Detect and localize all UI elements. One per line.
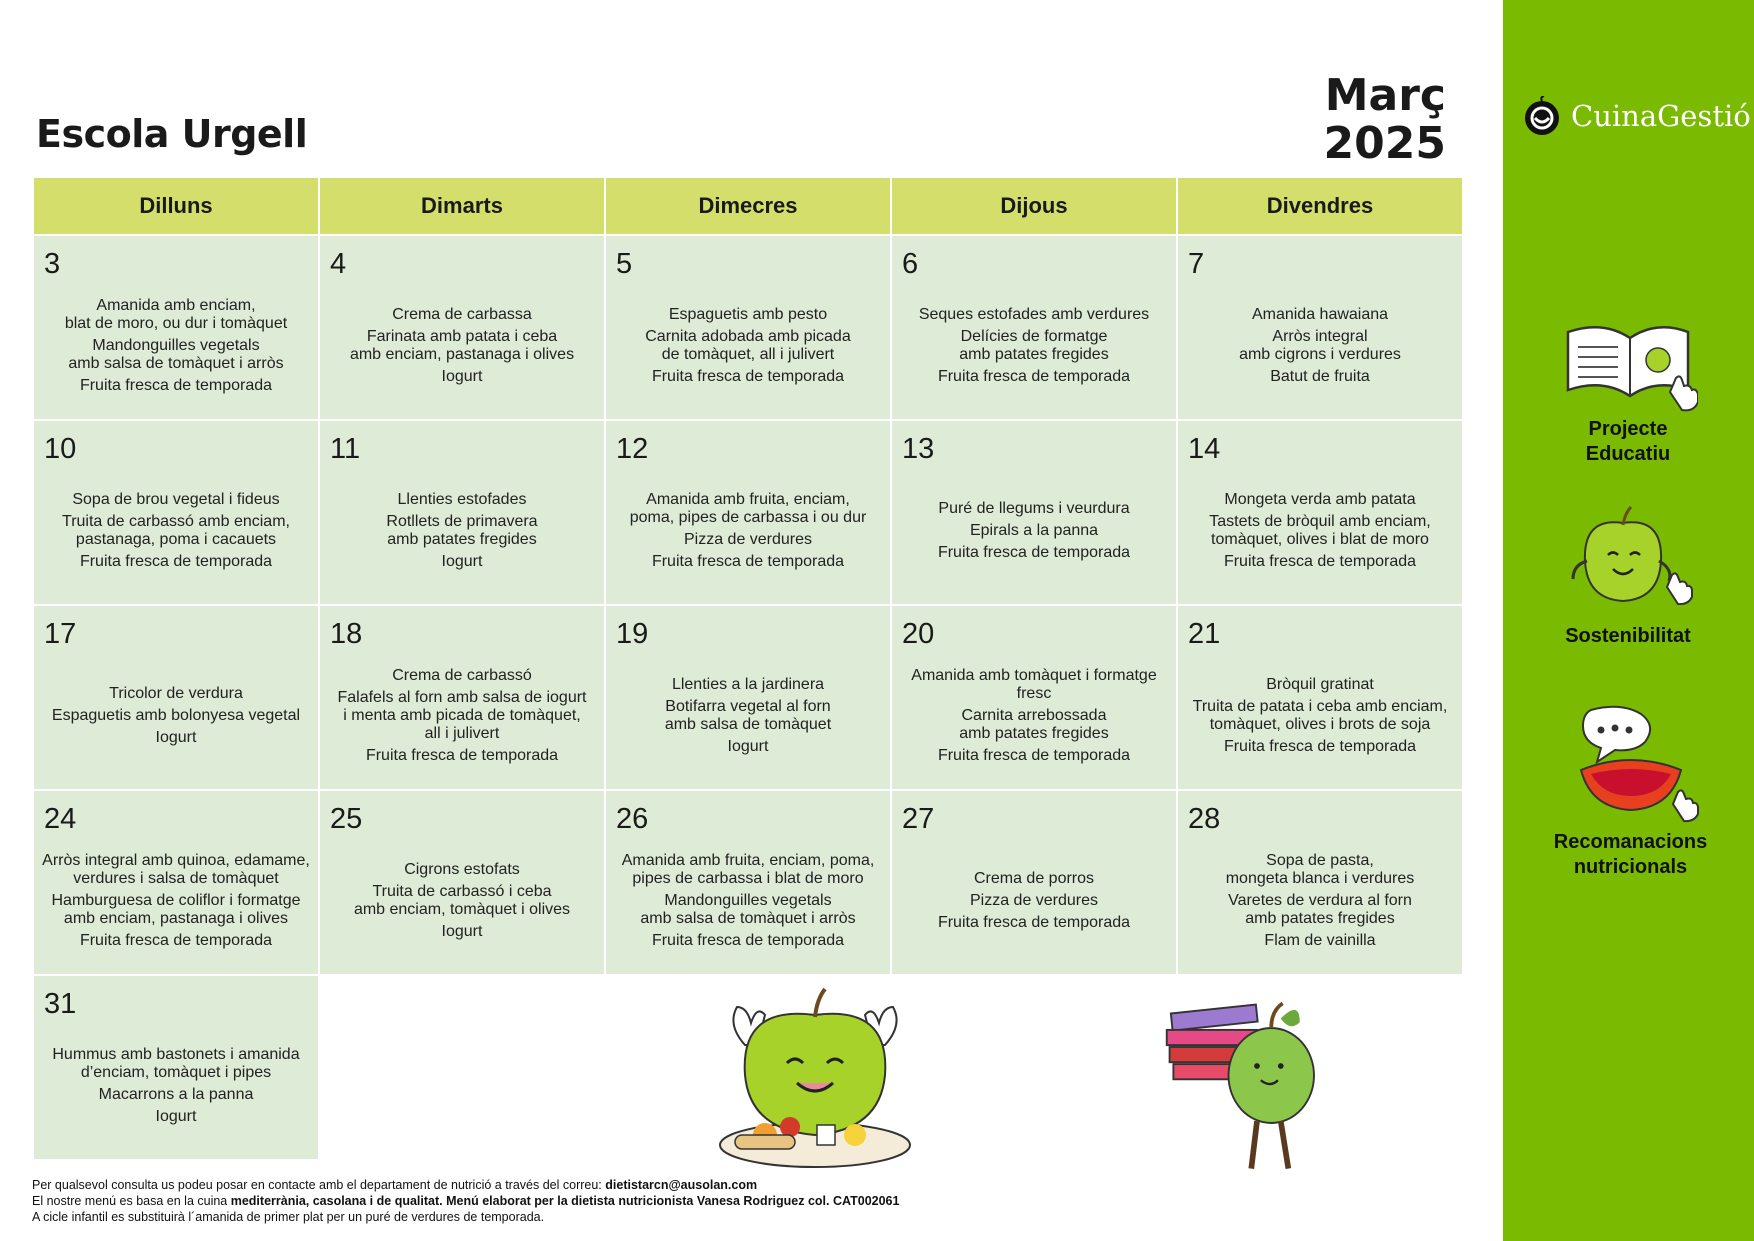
dish: Iogurt [441,552,483,570]
day-number: 6 [902,248,919,280]
dish: Carnita arrebossada amb patates fregides [959,706,1109,742]
empty-cell [320,976,604,1159]
recomanacions-label: Recomanacions nutricionals [1553,831,1708,878]
day-number: 20 [902,618,935,650]
day-cell [320,606,604,789]
dish: Llenties estofades [397,490,527,508]
dish: Amanida amb tomàquet i formatge fresc [911,666,1157,702]
dish: Mandonguilles vegetals amb salsa de tomàquet i arròs [68,336,284,372]
sidebar [1503,0,1754,1241]
dish: Pizza de verdures [683,530,813,548]
day-number: 10 [44,433,77,465]
footer-notes [32,1177,899,1225]
day-cell [606,236,890,419]
dish: Iogurt [441,367,483,385]
dish: Iogurt [155,728,197,746]
dish: Carnita adobada amb picada de tomàquet, all i julivert [645,327,851,363]
empty-cell [892,976,1176,1159]
day-cell [1178,421,1462,604]
dish: Tricolor de verdura [109,684,243,702]
dish: Espaguetis amb bolonyesa vegetal [51,706,301,724]
day-number: 18 [330,618,363,650]
projecte-educatiu-link[interactable] [1553,312,1703,467]
dish: Hamburguesa de coliflor i formatge amb enciam, pastanaga i olives [51,891,301,927]
dish: Crema de carbassa [392,305,532,323]
dish: Hummus amb bastonets i amanida d’enciam, tomàquet i pipes [52,1045,300,1081]
dish: Sopa de pasta, mongeta blanca i verdures [1225,851,1415,887]
dish: Iogurt [441,922,483,940]
projecte-educatiu-label: Projecte Educatiu [1585,418,1671,465]
weekday-header: Dilluns [34,178,318,234]
dish: Truita de carbassó amb enciam, pastanaga, poma i cacauets [62,512,290,548]
day-cell [1178,791,1462,974]
dish: Mongeta verda amb patata [1224,490,1416,508]
dish: Fruita fresca de temporada [365,746,559,764]
dish: Amanida hawaiana [1251,305,1389,323]
dish: Truita de patata i ceba amb enciam, tomàquet, olives i brots de soja [1192,697,1448,733]
dish: Fruita fresca de temporada [79,376,273,394]
day-cell [1178,606,1462,789]
day-cell [34,791,318,974]
weekday-header: Divendres [1178,178,1462,234]
month-label: Març [1324,70,1446,121]
day-cell [34,236,318,419]
day-cell [892,421,1176,604]
dish: Delícies de formatge amb patates fregides [959,327,1109,363]
dish: Fruita fresca de temporada [79,552,273,570]
dish: Amanida amb enciam, blat de moro, ou dur i tomàquet [64,296,288,332]
year-label: 2025 [1323,118,1446,169]
contact-email[interactable]: dietistarcn@ausolan.com [605,1178,758,1192]
sostenibilitat-link[interactable] [1553,505,1703,649]
dish: Mandonguilles vegetals amb salsa de tomàquet i arròs [640,891,856,927]
day-number: 4 [330,248,347,280]
dish: Cigrons estofats [404,860,520,878]
day-number: 26 [616,803,649,835]
dish: Fruita fresca de temporada [651,367,845,385]
day-number: 25 [330,803,363,835]
dish: Fruita fresca de temporada [651,931,845,949]
day-cell [320,236,604,419]
dish: Seques estofades amb verdures [918,305,1150,323]
day-cell [34,421,318,604]
day-number: 7 [1188,248,1205,280]
dish: Fruita fresca de temporada [937,543,1131,561]
dish: Sopa de brou vegetal i fideus [72,490,280,508]
day-cell [892,791,1176,974]
day-cell [892,606,1176,789]
day-cell [34,976,318,1159]
day-number: 5 [616,248,633,280]
dish: Epirals a la panna [969,521,1099,539]
dish: Fruita fresca de temporada [937,367,1131,385]
day-cell [606,421,890,604]
weekday-header: Dimarts [320,178,604,234]
dish: Batut de fruita [1270,367,1370,385]
day-number: 17 [44,618,77,650]
dish: Varetes de verdura al forn amb patates fregides [1228,891,1412,927]
footer-contact: Per qualsevol consulta us podeu posar en contacte amb el departament de nutrició a través del correu: dietistarcn@ausolan.com [32,1178,758,1192]
dish: Llenties a la jardinera [671,675,825,693]
open-book-icon [1558,312,1698,412]
dish: Crema de porros [973,869,1095,887]
dish: Macarrons a la panna [98,1085,254,1103]
footer-infant-note: A cicle infantil es substituirà l´amanida de primer plat per un puré de verdures de temporada. [32,1210,545,1224]
day-number: 13 [902,433,935,465]
dish: Espaguetis amb pesto [668,305,828,323]
weekday-header: Dijous [892,178,1176,234]
day-number: 31 [44,988,77,1020]
day-cell [892,236,1176,419]
recomanacions-link[interactable] [1543,700,1718,880]
dish: Pizza de verdures [969,891,1099,909]
day-number: 14 [1188,433,1221,465]
month-year [1324,72,1446,168]
dish: Amanida amb fruita, enciam, poma, pipes de carbassa i blat de moro [621,851,875,887]
dish: Fruita fresca de temporada [937,746,1131,764]
day-number: 21 [1188,618,1221,650]
dish: Fruita fresca de temporada [651,552,845,570]
day-cell [1178,236,1462,419]
footer-menu-info: El nostre menú es basa en la cuina mediterrània, casolana i de qualitat. Menú elaborat per la dietista nutricionista Vanesa Rodriguez col. CAT002061 [32,1194,900,1208]
dish: Amanida amb fruita, enciam, poma, pipes de carbassa i ou dur [629,490,867,526]
dish: Arròs integral amb cigrons i verdures [1239,327,1401,363]
sostenibilitat-label: Sostenibilitat [1565,625,1691,647]
dish: Puré de llegums i veurdura [938,499,1130,517]
brand[interactable] [1523,96,1751,136]
dish: Iogurt [727,737,769,755]
weekday-header: Dimecres [606,178,890,234]
day-cell [320,421,604,604]
dish: Iogurt [155,1107,197,1125]
day-cell [34,606,318,789]
dish: Fruita fresca de temporada [937,913,1131,931]
day-number: 19 [616,618,649,650]
school-name: Escola Urgell [36,112,308,156]
dish: Farinata amb patata i ceba amb enciam, pastanaga i olives [349,327,575,363]
dish: Botifarra vegetal al forn amb salsa de tomàquet [664,697,832,733]
brand-name: CuinaGestió [1571,99,1751,133]
dish: Flam de vainilla [1264,931,1376,949]
dish: Crema de carbassó [392,666,532,684]
dish: Tastets de bròquil amb enciam, tomàquet, olives i blat de moro [1209,512,1431,548]
speech-mouth-icon [1561,700,1701,825]
dish: Arròs integral amb quinoa, edamame, verdures i salsa de tomàquet [42,851,310,887]
day-cell [320,791,604,974]
day-number: 24 [44,803,77,835]
dish: Falafels al forn amb salsa de iogurt i menta amb picada de tomàquet, all i julivert [337,688,587,742]
day-number: 12 [616,433,649,465]
dish: Truita de carbassó i ceba amb enciam, tomàquet i olives [353,882,571,918]
apple-eating-illustration [700,985,930,1175]
brand-logo-icon [1523,96,1561,136]
day-number: 27 [902,803,935,835]
dish: Fruita fresca de temporada [79,931,273,949]
day-number: 28 [1188,803,1221,835]
dish: Rotllets de primavera amb patates fregides [386,512,538,548]
dish: Bròquil gratinat [1266,675,1374,693]
dish: Fruita fresca de temporada [1223,737,1417,755]
day-cell [606,791,890,974]
day-number: 3 [44,248,61,280]
apple-character-icon [1563,505,1693,605]
apple-books-illustration [1160,990,1335,1180]
day-cell [606,606,890,789]
day-number: 11 [330,433,361,465]
dish: Fruita fresca de temporada [1223,552,1417,570]
